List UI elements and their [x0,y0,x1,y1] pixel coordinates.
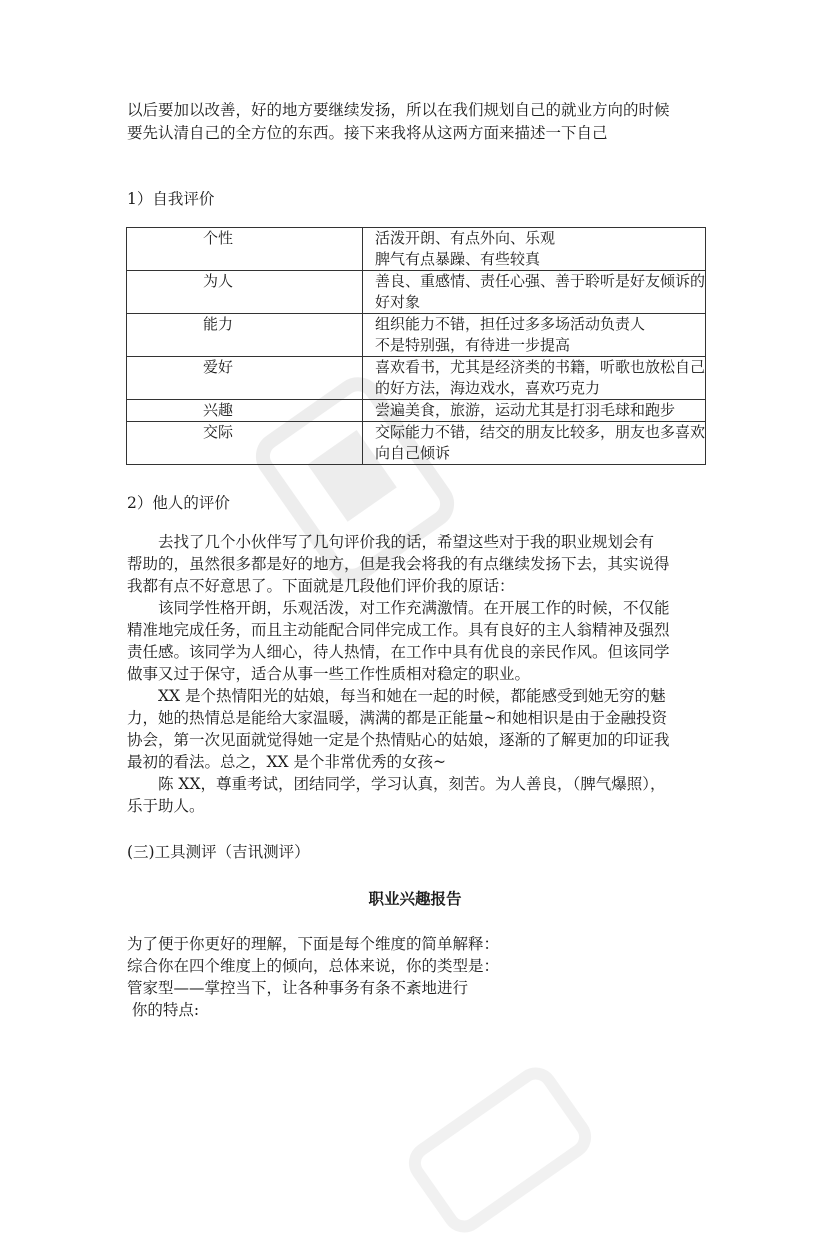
paragraph-line: 力，她的热情总是能给大家温暖，满满的都是正能量~和她相识是由于金融投资 [127,709,667,727]
table-value [362,357,705,400]
paragraph-line: 帮助的，虽然很多都是好的地方，但是我会将我的有点继续发扬下去，其实说得 [127,555,670,573]
paragraph-line: 陈 XX，尊重考试，团结同学，学习认真，刻苦。为人善良，（脾气爆照）， [158,775,666,793]
paragraph-line: 我都有点不好意思了。下面就是几段他们评价我的原话： [127,577,515,595]
table-key: 交际 [127,422,363,465]
table-value-line: 活泼开朗、有点外向、乐观 [374,229,555,247]
table-value-line: 不是特别强，有待进一步提高 [374,336,570,354]
paragraph-quote-2 [127,685,711,773]
table-row [127,271,706,314]
self-eval-table [126,227,706,465]
paragraph-line: 责任感。该同学为人细心，待人热情，在工作中具有优良的亲民作风。但该同学 [127,643,670,661]
table-value-line: 喜欢看书，尤其是经济类的书籍，听歌也放松自己 [374,358,705,376]
report-title: 职业兴趣报告 [368,889,462,908]
paragraph-line: 该同学性格开朗，乐观活泼，对工作充满激情。在开展工作的时候，不仅能 [158,599,670,617]
paragraph-quote-3 [127,773,711,817]
paragraph-line: XX 是个热情阳光的姑娘，每当和她在一起的时候，都能感受到她无穷的魅 [158,687,666,705]
paragraph-line: 最初的看法。总之，XX 是个非常优秀的女孩~ [127,753,446,771]
paragraph-quote-1 [127,597,711,685]
table-row [127,357,706,400]
report-line: 为了便于你更好的理解，下面是每个维度的简单解释： [127,935,500,953]
paragraph-line: 乐于助人。 [127,797,205,815]
report-line: 你的特点: [127,1001,200,1019]
table-value [362,228,705,271]
table-value-line: 尝遍美食，旅游，运动尤其是打羽毛球和跑步 [374,401,675,419]
table-value [362,400,705,422]
paragraph-line: 去找了几个小伙伴写了几句评价我的话，希望这些对于我的职业规划会有 [158,533,655,551]
paragraph-intro [127,531,711,597]
table-value-line: 的好方法，海边戏水，喜欢巧克力 [374,379,600,397]
table-key: 爱好 [127,357,363,400]
section-heading-others-eval: 2）他人的评价 [127,494,230,512]
table-row [127,400,706,422]
report-line: 管家型——掌控当下，让各种事务有条不紊地进行 [127,979,469,997]
paragraph-line: 协会，第一次见面就觉得她一定是个热情贴心的姑娘，逐渐的了解更加的印证我 [127,731,670,749]
table-key: 能力 [127,314,363,357]
paragraph-line: 做事又过于保守，适合从事一些工作性质相对稳定的职业。 [127,665,531,683]
table-value-line: 好对象 [374,293,420,311]
report-line: 综合你在四个维度上的倾向，总体来说，你的类型是： [127,957,500,975]
section-heading-tool-eval: (三)工具测评（吉讯测评） [127,843,310,861]
table-value-line: 组织能力不错，担任过多多场活动负责人 [374,315,645,333]
table-key: 为人 [127,271,363,314]
intro-line-2: 要先认清自己的全方位的东西。接下来我将从这两方面来描述一下自己 [127,124,608,142]
table-key: 个性 [127,228,363,271]
section-heading-self-eval: 1）自我评价 [127,190,215,208]
table-row [127,228,706,271]
watermark-logo-bottom [384,1043,617,1256]
table-row [127,422,706,465]
intro-line-1: 以后要加以改善，好的地方要继续发扬，所以在我们规划自己的就业方向的时候 [127,101,670,119]
table-value-line: 向自己倾诉 [374,444,450,462]
table-value [362,314,705,357]
table-value-line: 交际能力不错，结交的朋友比较多，朋友也多喜欢 [374,423,705,441]
table-row [127,314,706,357]
table-key: 兴趣 [127,400,363,422]
table-value-line: 脾气有点暴躁、有些较真 [374,250,540,268]
table-value [362,271,705,314]
table-value-line: 善良、重感情、责任心强、善于聆听是好友倾诉的 [374,272,705,290]
paragraph-line: 精准地完成任务，而且主动能配合同伴完成工作。具有良好的主人翁精神及强烈 [127,621,670,639]
table-value [362,422,705,465]
